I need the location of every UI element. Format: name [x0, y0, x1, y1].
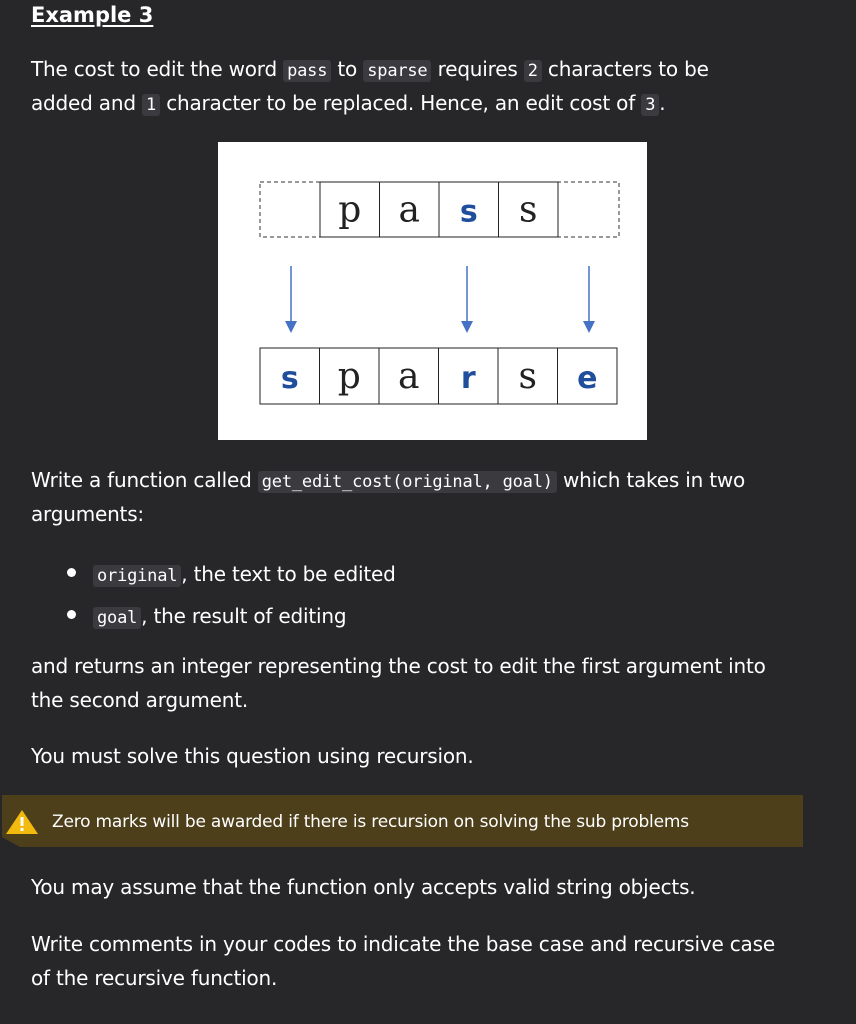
intro-text: .	[659, 91, 666, 115]
arrow-down-icon	[285, 321, 297, 333]
code-1: 1	[142, 94, 160, 116]
intro-text: requires	[431, 57, 524, 81]
arrow-down-icon	[583, 321, 595, 333]
intro-text: to	[331, 57, 364, 81]
source-letter: p	[338, 189, 362, 231]
instruction-line-1	[31, 464, 745, 499]
code-3: 3	[641, 94, 659, 116]
target-letter: s	[280, 361, 299, 396]
intro-text: added and	[31, 91, 142, 115]
warning-banner	[2, 795, 803, 847]
instruction-line-2: arguments:	[31, 502, 144, 526]
code-pass: pass	[283, 60, 331, 82]
target-letter: s	[518, 356, 537, 397]
source-letter: a	[398, 189, 420, 231]
list-item	[67, 554, 396, 596]
target-word	[260, 348, 617, 404]
target-letter: p	[337, 356, 361, 397]
target-letter: e	[577, 361, 598, 396]
argument-list	[67, 554, 396, 638]
intro-text: The cost to edit the word	[31, 57, 284, 81]
instruction-text: Write a function called	[31, 468, 258, 492]
arrow-down-icon	[461, 321, 473, 333]
bullet-icon	[67, 568, 76, 577]
target-letter: a	[398, 356, 420, 397]
intro-line-2	[31, 87, 665, 122]
bullet-icon	[67, 610, 76, 619]
source-letter: s	[519, 189, 538, 231]
arrows	[285, 266, 595, 333]
function-signature: get_edit_cost(original, goal)	[258, 471, 557, 493]
edit-diagram-svg	[218, 142, 647, 440]
intro-text: character to be replaced. Hence, an edit cost of	[160, 91, 642, 115]
returns-line-2: the second argument.	[31, 688, 249, 712]
dashed-slot	[260, 182, 320, 237]
edit-diagram	[218, 142, 647, 440]
intro-line-1	[31, 53, 709, 88]
comments-line-1: Write comments in your codes to indicate the base case and recursive case	[31, 932, 775, 956]
warning-icon	[5, 809, 39, 835]
source-letter: s	[459, 194, 478, 230]
dashed-slot	[557, 182, 619, 237]
assumption-text: You may assume that the function only accepts valid string objects.	[31, 875, 696, 899]
recursion-requirement: You must solve this question using recursion.	[31, 744, 474, 768]
code-2: 2	[524, 60, 542, 82]
target-letter: r	[460, 361, 476, 396]
example-heading: Example 3	[31, 3, 154, 27]
code-sparse: sparse	[363, 60, 431, 82]
comments-line-2: of the recursive function.	[31, 966, 278, 990]
arg-original: original	[93, 565, 181, 587]
instruction-text: which takes in two	[556, 468, 746, 492]
returns-line-1: and returns an integer representing the cost to edit the first argument into	[31, 654, 766, 678]
arg-desc: , the text to be edited	[181, 562, 396, 586]
source-word	[320, 182, 558, 237]
arg-desc: , the result of editing	[141, 604, 347, 628]
list-item	[67, 596, 396, 638]
intro-text: characters to be	[541, 57, 709, 81]
arg-goal: goal	[93, 607, 141, 629]
warning-text: Zero marks will be awarded if there is recursion on solving the sub problems	[52, 812, 689, 832]
